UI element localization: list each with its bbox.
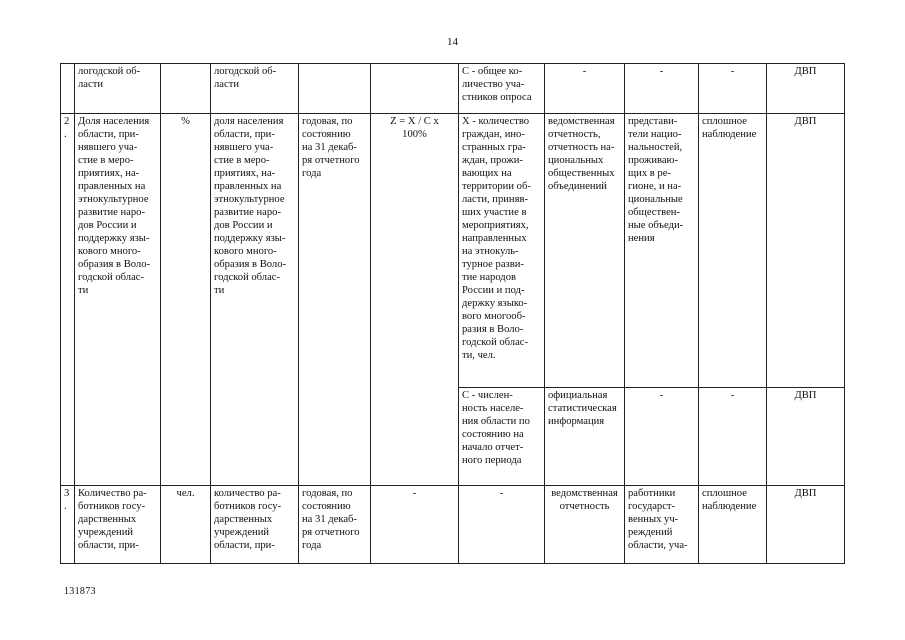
collection-method-cell: официальная статистическая информация	[545, 388, 625, 486]
unit-cell: чел.	[161, 486, 211, 564]
observation-object-cell: -	[625, 64, 699, 114]
unit-cell: %	[161, 114, 211, 486]
coverage-cell: сплошное наблюдение	[699, 486, 767, 564]
definition-cell: логодской об- ласти	[211, 64, 299, 114]
document-id: 131873	[64, 586, 96, 597]
indicator-table	[60, 63, 845, 564]
table-row	[61, 64, 845, 114]
responsible-cell: ДВП	[767, 114, 845, 388]
basic-indicator-cell: С - общее ко- личество уча- стников опроса	[459, 64, 545, 114]
collection-method-cell: ведомственная отчетность	[545, 486, 625, 564]
periodicity-cell: годовая, по состоянию на 31 декаб- ря отчетного года	[299, 486, 371, 564]
periodicity-cell: годовая, по состоянию на 31 декаб- ря отчетного года	[299, 114, 371, 486]
observation-object-cell: работники государст- венных уч- реждений области, уча-	[625, 486, 699, 564]
formula-cell: Z = X / C x 100%	[371, 114, 459, 486]
observation-object-cell: -	[625, 388, 699, 486]
indicator-name: Доля населения области, при- нявшего уча- стие в меро- приятиях, на- правленных на этнокультурное развитие наро- дов России и поддержку язы- кового много- образия в Воло- годской облас- ти	[75, 114, 161, 486]
row-number: 2.	[61, 114, 75, 486]
collection-method-cell: -	[545, 64, 625, 114]
row-number: 3.	[61, 486, 75, 564]
formula-cell	[371, 64, 459, 114]
formula-cell: -	[371, 486, 459, 564]
definition-cell: доля населения области, при- нявшего уча- стие в меро- приятиях, на- правленных на этнокультурное развитие наро- дов России и поддержку язы- кового много- образия в Воло- годской облас- ти	[211, 114, 299, 486]
row-number	[61, 64, 75, 114]
responsible-cell: ДВП	[767, 486, 845, 564]
observation-object-cell: представи- тели нацио- нальностей, проживаю- щих в ре- гионе, и на- циональные обществен- ные объеди- нения	[625, 114, 699, 388]
basic-indicator-cell: С - числен- ность населе- ния области по состоянию на начало отчет- ного периода	[459, 388, 545, 486]
basic-indicator-cell: -	[459, 486, 545, 564]
responsible-cell: ДВП	[767, 388, 845, 486]
periodicity-cell	[299, 64, 371, 114]
table-row	[61, 114, 845, 388]
table-row	[61, 486, 845, 564]
indicator-name: логодской об- ласти	[75, 64, 161, 114]
basic-indicator-cell: Х - количество граждан, ино- странных гра- ждан, прожи- вающих на территории об- ласти, приняв- ших участие в мероприятиях, направленных на этнокуль- турное разви- тие народов России и под- держку языко- вого многооб- разия в Воло- годской облас- ти, чел.	[459, 114, 545, 388]
collection-method-cell: ведомственная отчетность, отчетность на- циональных общественных объединений	[545, 114, 625, 388]
coverage-cell: -	[699, 64, 767, 114]
coverage-cell: сплошное наблюдение	[699, 114, 767, 388]
responsible-cell: ДВП	[767, 64, 845, 114]
page-number: 14	[447, 36, 458, 48]
coverage-cell: -	[699, 388, 767, 486]
definition-cell: количество ра- ботников госу- дарственных учреждений области, при-	[211, 486, 299, 564]
indicator-name: Количество ра- ботников госу- дарственных учреждений области, при-	[75, 486, 161, 564]
unit-cell	[161, 64, 211, 114]
